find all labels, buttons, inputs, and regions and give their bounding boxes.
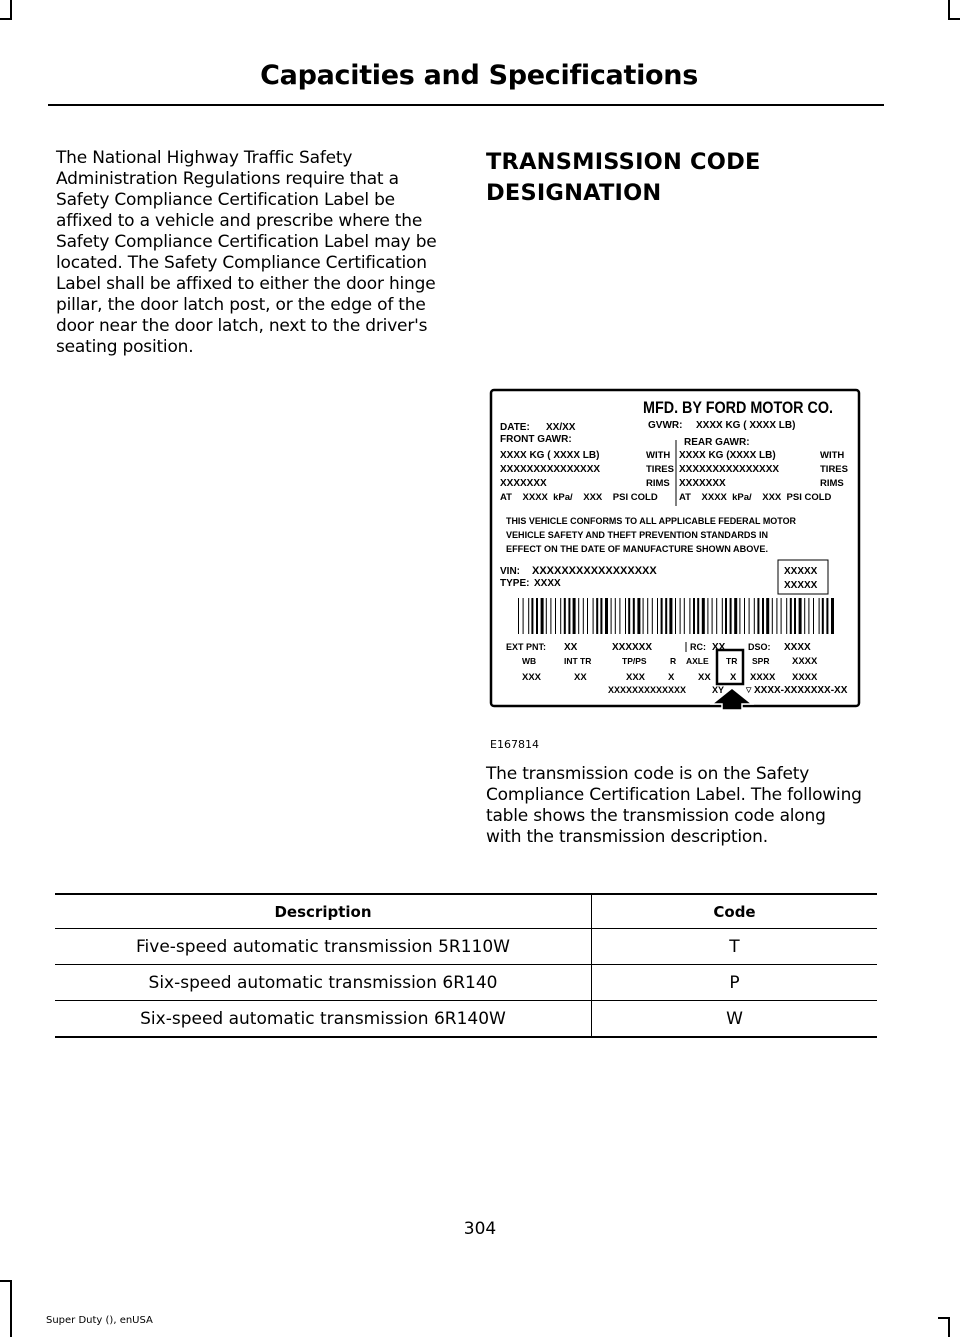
label-tr-label: TR — [726, 656, 738, 666]
label-conformity-3: EFFECT ON THE DATE OF MANUFACTURE SHOWN ABOVE. — [506, 544, 768, 555]
label-axle-value: XX — [698, 672, 711, 683]
label-front-line-long: XXXXXXXXXXXXXXX — [500, 464, 601, 475]
section-title-line-2: DESIGNATION — [486, 180, 662, 206]
label-gvwr-value: XXXX KG ( XXXX LB) — [696, 420, 796, 431]
label-ext-pnt-value: XX — [564, 642, 578, 653]
label-rear-line-short: XXXXXXX — [679, 478, 726, 489]
label-front-kg: XXXX KG ( XXXX LB) — [500, 450, 600, 461]
label-wb-label: WB — [522, 656, 537, 666]
label-int-tr-value: XX — [574, 672, 587, 683]
label-vin-value: XXXXXXXXXXXXXXXXX — [532, 565, 657, 577]
label-spr-value-2: XXXX — [792, 656, 818, 667]
cell-description: Six-speed automatic transmission 6R140W — [55, 1001, 592, 1038]
label-barcode — [518, 598, 834, 634]
cell-code: W — [592, 1001, 878, 1038]
cell-description: Five-speed automatic transmission 5R110W — [55, 929, 592, 965]
label-rear-tires: TIRES — [820, 464, 848, 475]
label-manufacturer: MFD. BY FORD MOTOR CO. — [643, 398, 833, 417]
table-row — [55, 1001, 877, 1038]
crop-mark — [0, 18, 12, 20]
label-dso-label: DSO: — [748, 642, 771, 652]
section-title-line-1: TRANSMISSION CODE — [486, 149, 761, 175]
label-box-value-1: XXXXX — [784, 566, 818, 577]
label-bottom-code: XXXXXXXXXXXXX — [608, 685, 687, 695]
label-r-value: X — [668, 672, 675, 683]
cell-code: T — [592, 929, 878, 965]
label-axle-label: AXLE — [686, 656, 709, 666]
section-title — [486, 147, 761, 209]
label-conformity-1: THIS VEHICLE CONFORMS TO ALL APPLICABLE FEDERAL MOTOR — [506, 516, 797, 527]
label-front-gawr-label: FRONT GAWR: — [500, 434, 572, 445]
header-rule — [48, 104, 884, 106]
label-ext-pnt-label: EXT PNT: — [506, 642, 547, 652]
crop-mark — [10, 1280, 12, 1337]
label-front-pressure: AT XXXX kPa/ XXX PSI COLD — [500, 492, 658, 503]
label-type-label: TYPE: — [500, 578, 530, 589]
transmission-code-table — [55, 893, 877, 1038]
label-rc-value: XX — [712, 642, 726, 653]
label-box-value-2: XXXXX — [784, 580, 818, 591]
label-rear-line-long: XXXXXXXXXXXXXXX — [679, 464, 780, 475]
cell-description: Six-speed automatic transmission 6R140 — [55, 965, 592, 1001]
table-row — [55, 929, 877, 965]
label-spr-value: XXXX — [750, 672, 776, 683]
label-tp-ps-value: XXX — [626, 672, 646, 683]
label-spr-label: SPR — [752, 656, 770, 666]
label-gvwr-label: GVWR: — [648, 420, 683, 431]
figure-id: E167814 — [490, 738, 539, 751]
label-rear-gawr-label: REAR GAWR: — [684, 437, 750, 448]
label-date-label: DATE: — [500, 422, 530, 433]
crop-mark — [948, 18, 960, 20]
body-paragraph: The transmission code is on the Safety Compliance Certification Label. The following table shows the transmission code along with the transmission description. — [486, 764, 862, 847]
crop-mark — [938, 1317, 950, 1319]
label-vin-label: VIN: — [500, 566, 520, 577]
label-rc-label: RC: — [690, 642, 706, 652]
page-number: 304 — [463, 1219, 497, 1239]
label-front-line-short: XXXXXXX — [500, 478, 547, 489]
label-rear-kg: XXXX KG (XXXX LB) — [679, 450, 776, 461]
page-header-title: Capacities and Specifications — [260, 60, 698, 91]
label-int-tr-label: INT TR — [564, 656, 592, 666]
crop-mark — [948, 1317, 950, 1337]
label-rear-with: WITH — [820, 450, 845, 461]
cell-code: P — [592, 965, 878, 1001]
column-header-code: Code — [713, 902, 756, 921]
label-dso-value: XXXX — [784, 642, 811, 653]
label-bottom-triangle: ▽ — [746, 687, 752, 694]
label-r-label: R — [670, 656, 677, 666]
intro-paragraph: The National Highway Traffic Safety Administration Regulations require that a Safety Compliance Certification Label be affixed to a vehicle and prescribe where the Safety Compliance Certification Label may be located. The Safety Compliance Certification Label shall be affixed to either the door hinge pillar, the door latch post, or the edge of the door near the door latch, next to the driver's seating position. — [56, 148, 437, 357]
label-front-with: WITH — [646, 450, 671, 461]
label-tp-ps-label: TP/PS — [622, 656, 647, 666]
label-rear-rims: RIMS — [820, 478, 844, 489]
label-front-rims: RIMS — [646, 478, 670, 489]
table-header-row — [55, 894, 877, 929]
label-conformity-2: VEHICLE SAFETY AND THEFT PREVENTION STANDARDS IN — [506, 530, 769, 541]
table-row — [55, 965, 877, 1001]
crop-mark — [948, 0, 950, 18]
label-bottom-code-2: XXXX-XXXXXXX-XX — [754, 685, 848, 696]
certification-label-illustration — [488, 388, 862, 710]
label-bottom-x: XY — [712, 685, 725, 695]
label-date-value: XX/XX — [546, 422, 576, 433]
label-rear-pressure: AT XXXX kPa/ XXX PSI COLD — [679, 492, 832, 503]
label-wb-value: XXX — [522, 672, 542, 683]
label-spr-value-3: XXXX — [792, 672, 818, 683]
crop-mark — [10, 0, 12, 18]
label-front-tires: TIRES — [646, 464, 674, 475]
crop-mark — [0, 1280, 12, 1282]
label-tr-value: X — [730, 672, 737, 683]
footer-text: Super Duty (), enUSA — [46, 1315, 153, 1326]
label-type-value: XXXX — [534, 578, 561, 589]
label-ext-pnt-value-2: XXXXXX — [612, 642, 653, 653]
column-header-description: Description — [55, 894, 592, 929]
